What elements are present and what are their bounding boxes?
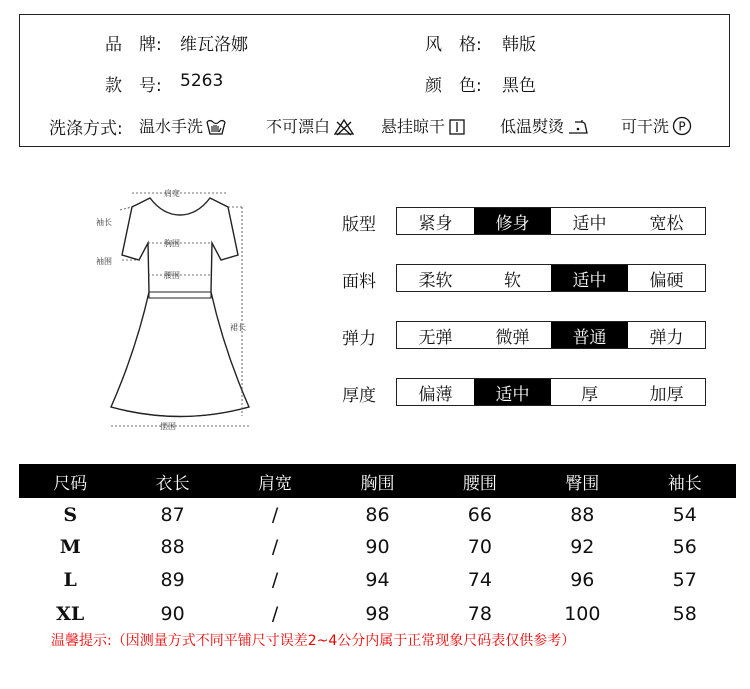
trait-option: 偏薄: [418, 384, 453, 405]
trait-scale-elasticity: [396, 321, 706, 349]
diagram-waist-label: 腰围: [164, 271, 180, 280]
table-cell: 98: [365, 603, 390, 625]
diagram-shoulder-label: 肩宽: [164, 189, 180, 198]
trait-label-fit: 版型: [342, 215, 376, 235]
trait-option: 宽松: [649, 213, 684, 234]
wash-label: 洗涤方式:: [49, 119, 123, 139]
wash-item-text: 温水手洗: [139, 117, 204, 136]
header-cell: 胸围: [360, 473, 395, 494]
table-cell: 92: [570, 536, 595, 558]
wash-item-bleach: [266, 114, 355, 137]
table-cell: 78: [467, 603, 492, 625]
dry-clean-icon: [669, 117, 692, 136]
trait-scale-thickness: [396, 378, 706, 406]
trait-option: 微弹: [495, 327, 530, 348]
header-cell: 肩宽: [258, 473, 293, 494]
header-cell: 袖长: [667, 473, 702, 494]
table-row: [19, 529, 736, 565]
diagram-sleeve-label: 袖长: [96, 218, 112, 227]
trait-option: 加厚: [649, 384, 684, 405]
table-cell: 86: [365, 504, 390, 526]
table-cell: 88: [160, 536, 185, 558]
header-cell: 衣长: [155, 473, 190, 494]
measurement-note: 温馨提示:（因测量方式不同平铺尺寸误差2~4公分内属于正常现象尺码表仅供参考）: [51, 633, 576, 649]
trait-option: 无弹: [418, 327, 453, 348]
table-cell: 58: [672, 603, 697, 625]
trait-option: 紧身: [418, 213, 453, 234]
trait-option: 厚: [581, 384, 598, 405]
wash-item-hand: [139, 114, 226, 137]
size-table-header: [19, 464, 736, 498]
style-value: 韩版: [502, 35, 536, 55]
color-value: 黑色: [502, 76, 536, 96]
diagram-chest-label: 胸围: [164, 239, 180, 248]
trait-scale-fabric: [396, 264, 706, 292]
table-cell: 57: [672, 569, 697, 591]
diagram-sleeve-opening-label: 袖围: [96, 257, 112, 266]
brand-label: 品 牌:: [105, 35, 162, 55]
wash-item-text: 悬挂晾干: [381, 117, 446, 136]
table-cell: 96: [570, 569, 595, 591]
trait-option-selected: 适中: [474, 379, 551, 405]
table-cell: 74: [467, 569, 492, 591]
no-bleach-icon: [330, 117, 355, 136]
wash-item-text: 低温熨烫: [500, 117, 565, 136]
trait-option-selected: 适中: [551, 265, 628, 291]
header-cell: 尺码: [53, 473, 88, 494]
low-iron-icon: [564, 117, 589, 136]
size-cell: L: [63, 569, 77, 591]
header-cell: 腰围: [462, 473, 497, 494]
wash-item-iron: [500, 114, 589, 137]
trait-option: 软: [504, 270, 521, 291]
wash-item-text: 可干洗: [621, 117, 670, 136]
table-cell: /: [271, 536, 279, 558]
table-row: [19, 562, 736, 598]
table-cell: 90: [160, 603, 185, 625]
trait-label-fabric: 面料: [342, 272, 376, 292]
wash-item-text: 不可漂白: [266, 117, 331, 136]
table-row: [19, 596, 736, 632]
table-cell: 94: [365, 569, 390, 591]
table-cell: 87: [160, 504, 185, 526]
trait-option: 偏硬: [649, 270, 684, 291]
brand-value: 维瓦洛娜: [180, 35, 248, 55]
diagram-length-label: 裙长: [230, 323, 246, 332]
size-cell: M: [59, 536, 81, 558]
table-row: [19, 497, 736, 533]
dry-clean-letter: P: [678, 119, 686, 134]
trait-option: 弹力: [649, 327, 684, 348]
header-cell: 臀围: [565, 473, 600, 494]
trait-option: 柔软: [418, 270, 453, 291]
trait-option-selected: 修身: [474, 208, 551, 234]
hang-dry-icon: [445, 117, 466, 136]
table-cell: /: [271, 603, 279, 625]
trait-option-selected: 普通: [551, 322, 628, 348]
table-cell: 89: [160, 569, 185, 591]
size-cell: S: [63, 504, 78, 526]
trait-label-thickness: 厚度: [342, 386, 376, 406]
table-cell: 66: [467, 504, 492, 526]
wash-item-hang: [381, 114, 466, 137]
table-cell: 56: [672, 536, 697, 558]
trait-scale-fit: [396, 207, 706, 235]
size-cell: XL: [56, 603, 85, 625]
table-cell: 90: [365, 536, 390, 558]
table-cell: /: [271, 504, 279, 526]
table-cell: 88: [570, 504, 595, 526]
table-cell: 100: [564, 603, 601, 625]
style-label: 风 格:: [425, 35, 482, 55]
table-cell: /: [271, 569, 279, 591]
diagram-hem-label: 摆围: [160, 422, 176, 431]
trait-label-elasticity: 弹力: [342, 329, 376, 349]
table-cell: 70: [467, 536, 492, 558]
table-cell: 54: [672, 504, 697, 526]
hand-wash-icon: [203, 117, 226, 136]
dress-measurement-diagram: [90, 180, 270, 435]
color-label: 颜 色:: [425, 76, 482, 96]
trait-option: 适中: [572, 213, 607, 234]
wash-item-dryclean: [621, 114, 692, 137]
item-number-label: 款 号:: [105, 76, 162, 96]
item-number-value: 5263: [180, 71, 224, 91]
